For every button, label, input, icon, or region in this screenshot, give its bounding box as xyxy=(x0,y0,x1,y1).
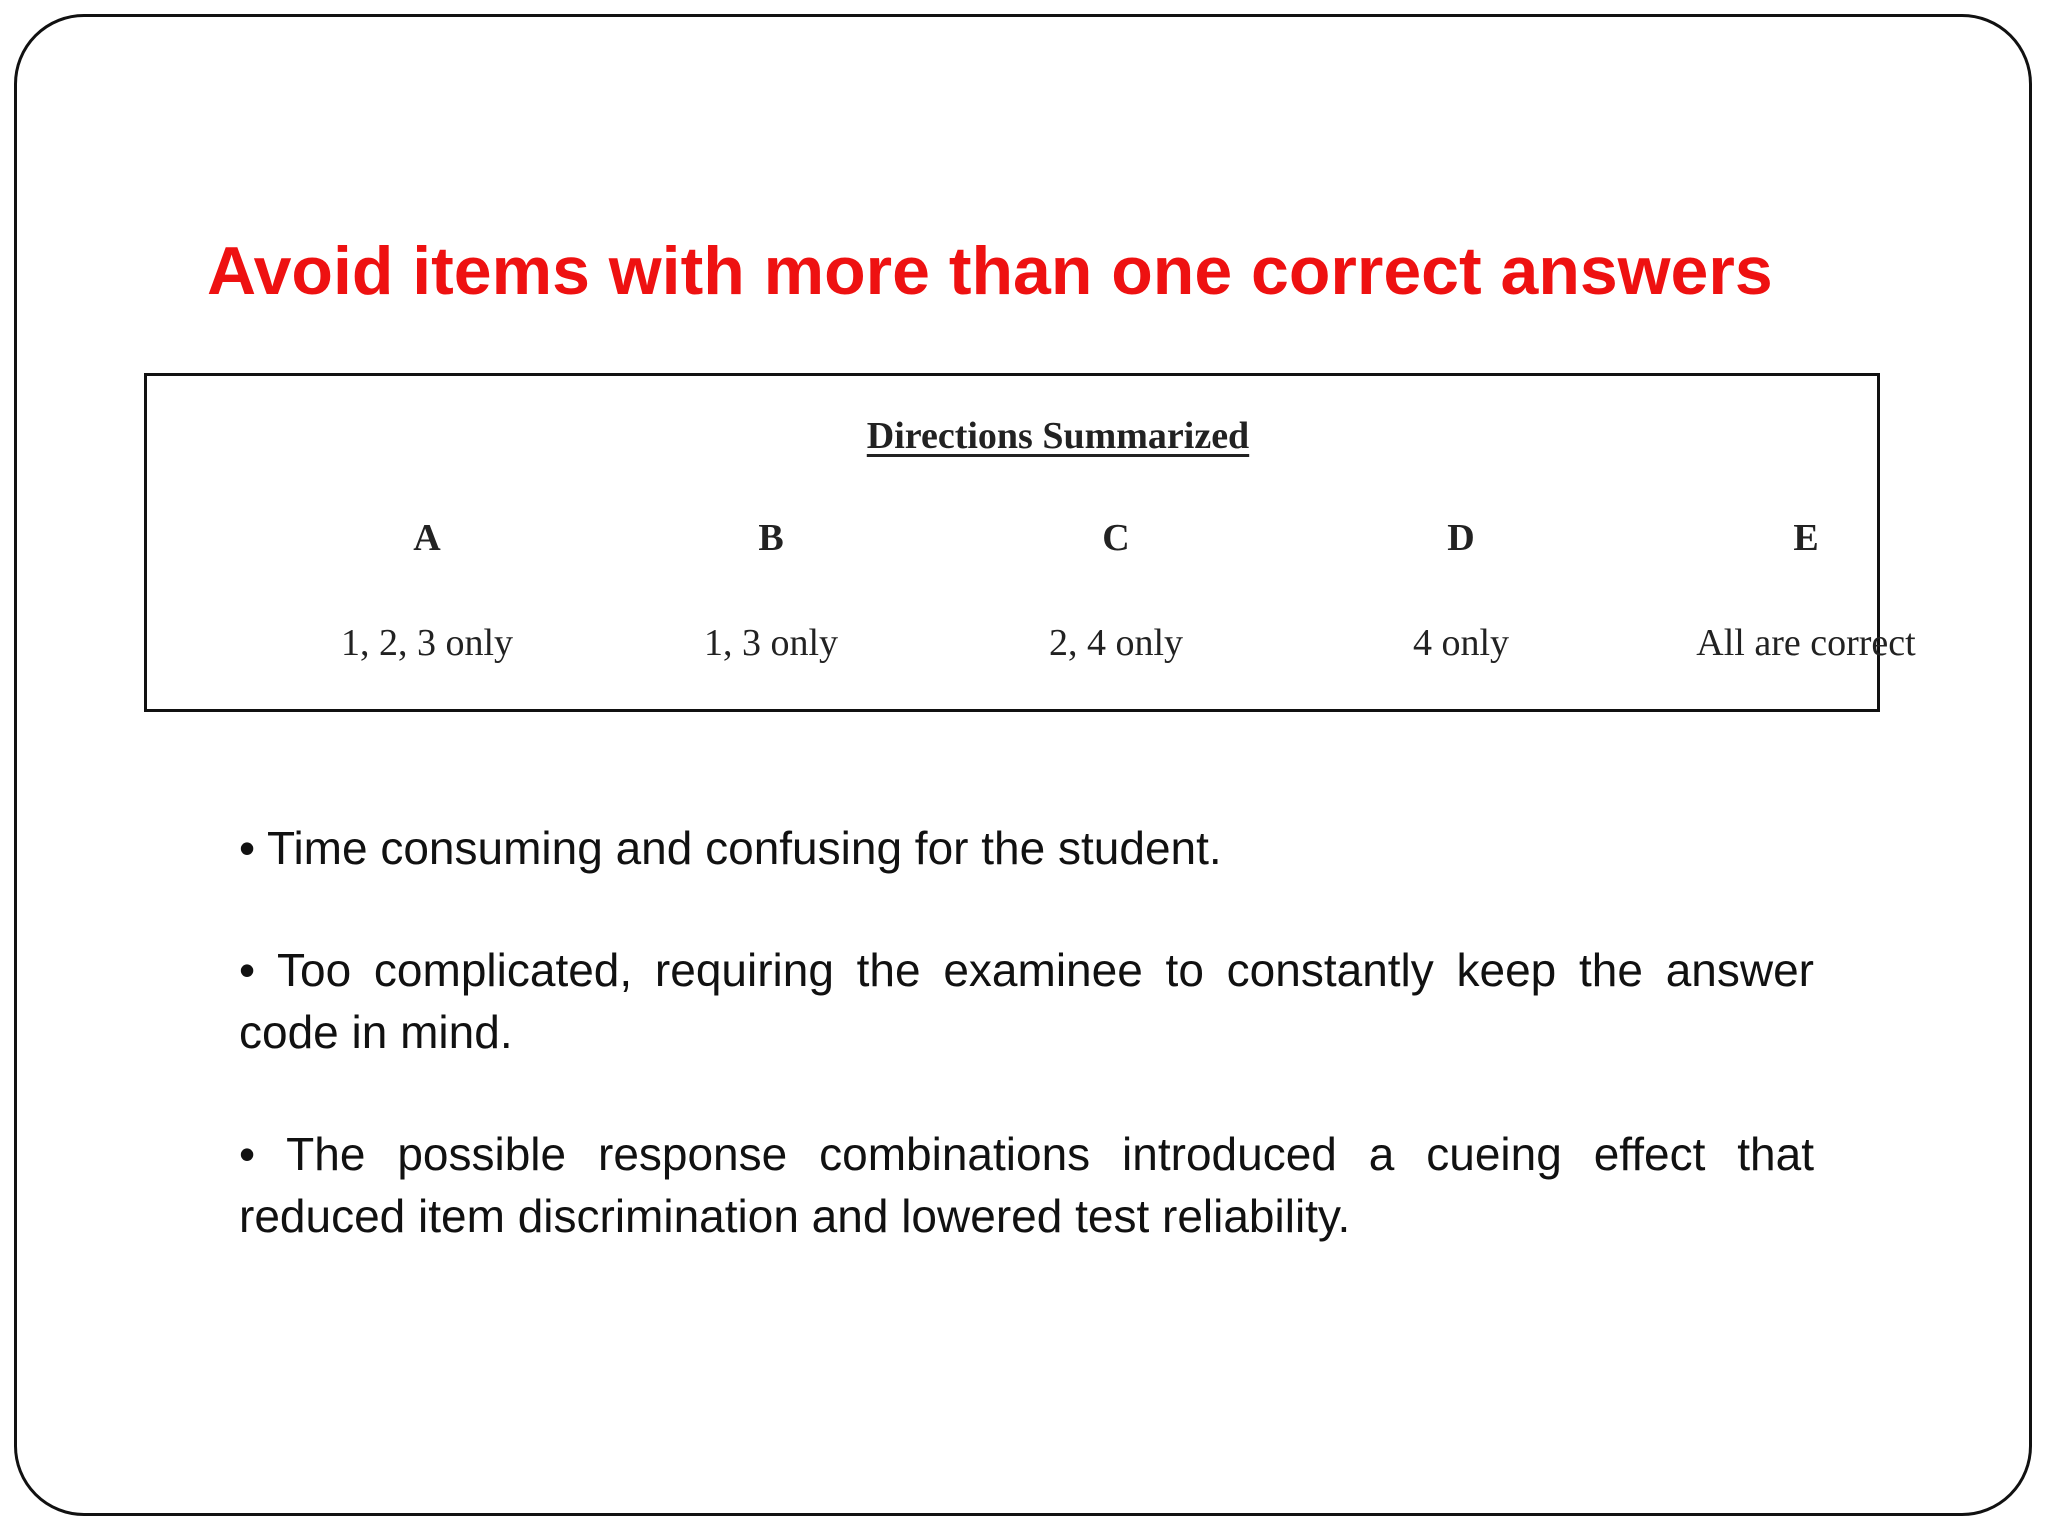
choice-text: 2, 4 only xyxy=(1048,622,1184,664)
choice-letter: E xyxy=(1793,517,1819,559)
slide-frame xyxy=(14,14,2032,1516)
choice-text: All are correct xyxy=(1696,622,1916,664)
choice-a xyxy=(254,376,600,709)
choice-d xyxy=(1288,376,1634,709)
bullet-item: • The possible response combinations introduced a cueing effect that reduced item discrimination and lowered test reliability. xyxy=(239,1128,1814,1242)
directions-summarized-box xyxy=(144,373,1916,712)
bullet-item: • Time consuming and confusing for the student. xyxy=(239,822,1222,874)
choice-text: 1, 2, 3 only xyxy=(340,622,514,664)
choice-c xyxy=(943,376,1289,709)
bullet-item: • Too complicated, requiring the examinee to constantly keep the answer code in mind. xyxy=(239,944,1814,1058)
choice-letter: B xyxy=(758,517,784,559)
choice-e xyxy=(1633,376,1979,709)
choice-letter: D xyxy=(1447,517,1475,559)
bullet-list xyxy=(239,817,1814,1307)
choice-text: 4 only xyxy=(1412,622,1510,664)
slide-title: Avoid items with more than one correct answers xyxy=(207,233,1773,309)
choice-letter: C xyxy=(1102,517,1130,559)
choice-letter: A xyxy=(413,517,441,559)
choice-b xyxy=(598,376,944,709)
choice-text: 1, 3 only xyxy=(703,622,839,664)
directions-heading-text: Directions Summarized xyxy=(866,415,1250,457)
